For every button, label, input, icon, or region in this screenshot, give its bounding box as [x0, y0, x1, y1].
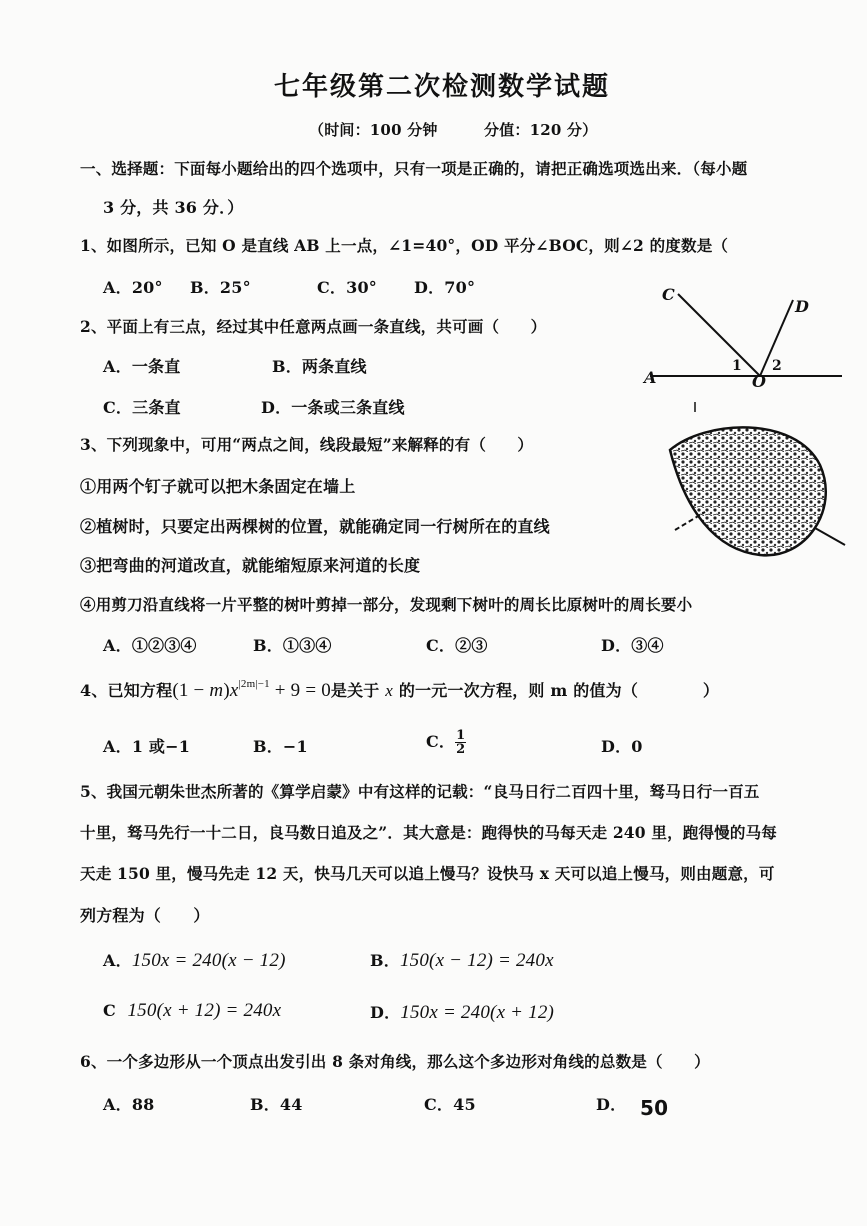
fraction-denominator: 2 [456, 742, 466, 757]
question-5-line-3: 天走 150 里，慢马先走 12 天，快马几天可以追上慢马？设快马 x 天可以追上慢马，则由题意，可 [80, 864, 775, 883]
q4-prefix: 4、已知方程 [80, 681, 173, 700]
question-2-stem: 2、平面上有三点，经过其中任意两点画一条直线，共可画（ ） [80, 317, 547, 336]
section-heading-cont: 3 分，共 36 分．） [103, 198, 244, 217]
q5-option-c-equation: 150(x + 12) = 240x [127, 1000, 282, 1021]
q4-eq-right: + 9 = 0 [269, 680, 331, 701]
q4-equation [172, 680, 331, 701]
q4-mid: 是关于 [330, 681, 380, 700]
q2-option-c: C．三条直 [103, 398, 181, 417]
q4-var: x [385, 681, 394, 700]
q4-option-b: B．−1 [253, 737, 308, 756]
q3-option-c: C．②③ [426, 636, 488, 655]
q4-eq-m: m [209, 680, 224, 701]
question-5-line-1: 5、我国元朝朱世杰所著的《算学启蒙》中有这样的记载：“良马日行二百四十里，驽马日行一百五 [80, 782, 760, 801]
q3-option-d: D．③④ [601, 636, 664, 655]
q5-option-a-equation: 150x = 240(x − 12) [131, 950, 286, 971]
label-c: C [662, 285, 675, 304]
q1-option-c: C．30° [317, 278, 378, 297]
label-o: O [752, 372, 767, 391]
q5-option-c-label: C [103, 1001, 116, 1020]
q6-option-d: D． [596, 1095, 627, 1114]
q4-suffix: 的一元一次方程，则 m 的值为（ ） [398, 681, 720, 700]
q3-option-b: B．①③④ [253, 636, 332, 655]
handwritten-answer: 50 [640, 1096, 669, 1120]
leaf-illustration [665, 420, 865, 570]
time-label: （时间：100 分钟 [309, 121, 438, 139]
q1-option-a: A．20° [103, 278, 163, 297]
q6-option-c: C．45 [424, 1095, 476, 1114]
label-d: D [795, 297, 810, 316]
q2-option-a: A．一条直 [103, 357, 181, 376]
q3-item-3: ③把弯曲的河道改直，就能缩短原来河道的长度 [80, 556, 421, 575]
q4-eq-exponent: |2m|−1 [238, 678, 270, 690]
label-a: A [644, 368, 657, 387]
q5-option-d-label: D． [370, 1003, 401, 1022]
question-4-stem [80, 678, 719, 702]
q5-option-b-label: B． [370, 951, 400, 970]
label-angle-2: 2 [772, 358, 782, 374]
q2-option-b: B．两条直线 [272, 357, 367, 376]
q3-item-4: ④用剪刀沿直线将一片平整的树叶剪掉一部分，发现剩下树叶的周长比原树叶的周长要小 [80, 595, 693, 614]
q5-option-b-equation: 150(x − 12) = 240x [399, 950, 554, 971]
q5-option-d [370, 1000, 554, 1024]
q4-eq-x: x [229, 680, 239, 701]
q6-option-b: B．44 [250, 1095, 303, 1114]
q3-item-1: ①用两个钉子就可以把木条固定在墙上 [80, 477, 356, 496]
q4-eq-left: (1 − [172, 680, 210, 701]
label-angle-1: 1 [732, 358, 742, 374]
q5-option-c [103, 1000, 281, 1022]
fraction-numerator: 1 [456, 728, 466, 743]
q4-option-d: D．0 [601, 737, 643, 756]
q4-option-a: A．1 或−1 [103, 737, 191, 756]
q4-option-c-label: C． [426, 732, 456, 751]
question-6-stem: 6、一个多边形从一个顶点出发引出 8 条对角线，那么这个多边形对角线的总数是（ ） [80, 1052, 710, 1071]
q5-option-a-label: A． [103, 951, 132, 970]
q4-option-c-fraction [455, 729, 466, 756]
q6-option-a: A．88 [103, 1095, 155, 1114]
q2-option-d: D．一条或三条直线 [261, 398, 405, 417]
q5-option-d-equation: 150x = 240(x + 12) [400, 1002, 555, 1023]
question-5-line-4: 列方程为（ ） [80, 906, 210, 925]
q5-option-a [103, 948, 286, 972]
q1-option-b: B．25° [190, 278, 251, 297]
q4-eq-paren: ) [223, 680, 230, 701]
q4-option-c [426, 729, 466, 756]
q3-option-a: A．①②③④ [103, 636, 197, 655]
page-title: 七年级第二次检测数学试题 [274, 72, 611, 102]
q3-item-2: ②植树时，只要定出两棵树的位置，就能确定同一行树所在的直线 [80, 517, 550, 536]
section-heading: 一、选择题：下面每小题给出的四个选项中，只有一项是正确的，请把正确选项选出来．（每小题 [80, 159, 748, 178]
q1-option-d: D．70° [414, 278, 476, 297]
q5-option-b [370, 948, 554, 972]
score-label: 分值：120 分） [484, 121, 598, 139]
question-5-line-2: 十里，驽马先行一十二日，良马数日追及之”．其大意是：跑得快的马每天走 240 里，跑得慢的马每 [80, 823, 777, 842]
question-3-stem: 3、下列现象中，可用“两点之间，线段最短”来解释的有（ ） [80, 435, 534, 454]
question-1-stem: 1、如图所示，已知 O 是直线 AB 上一点，∠1=40°，OD 平分∠BOC，则∠2 的度数是（ [80, 236, 729, 255]
